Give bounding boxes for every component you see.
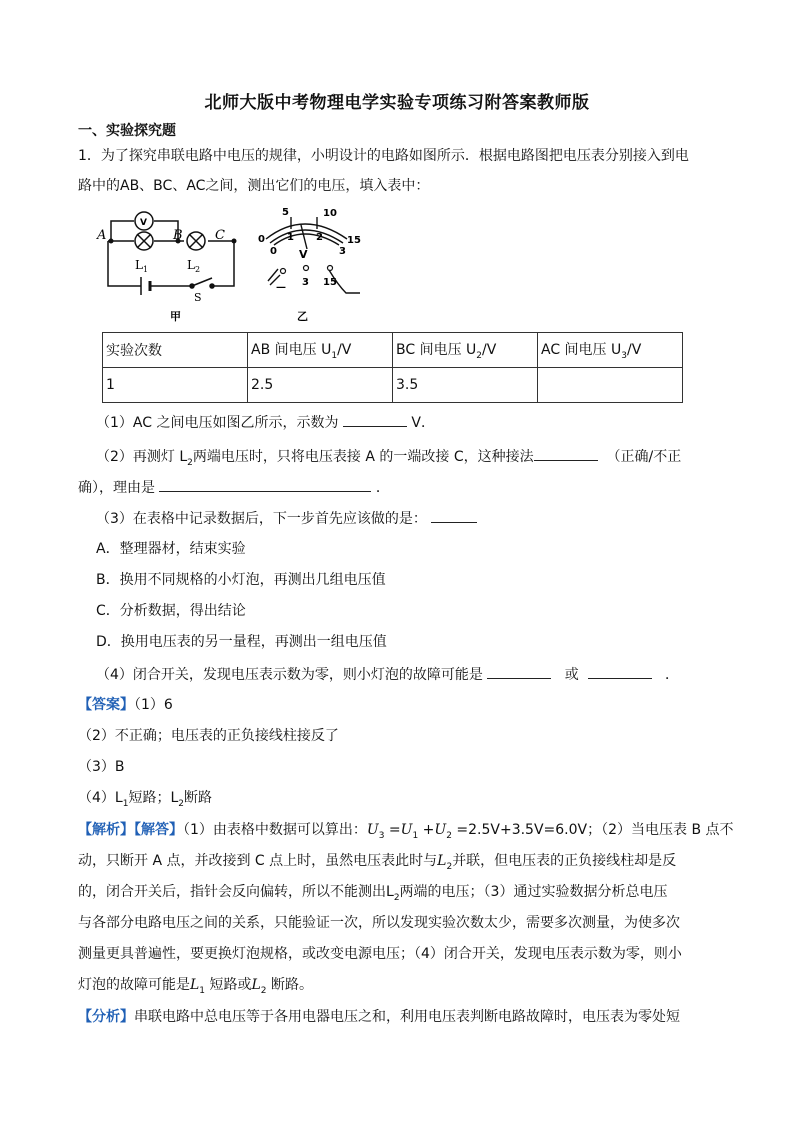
lamp-l2-label: $L_2$: [187, 258, 201, 274]
analysis-tag: 【解析】: [78, 822, 134, 838]
dial-unit-v: V: [299, 248, 308, 261]
fenxi-line: 【分析】串联电路中总电压等于各用电器电压之和，利用电压表判断电路故障时，电压表为零处短: [78, 1009, 680, 1025]
table-header-cell: BC 间电压 $U_2/V$: [393, 333, 538, 368]
analysis-line-2: 动，只断开 A 点，并改接到 C 点上时，虽然电压表此时与$L_2$并联，但电压表的正负接线柱却是反: [78, 853, 677, 872]
answer-blank: [588, 664, 652, 679]
option-a: A．整理器材，结束实验: [96, 541, 246, 557]
table-cell: 3.5: [393, 368, 538, 403]
point-c-label: C: [215, 228, 225, 243]
answer-blank: [343, 412, 407, 427]
analysis-line-3: 的，闭合开关后，指针会反向偏转，所以不能测出$L_2$两端的电压；（3）通过实验数据分析总电压: [78, 884, 668, 903]
answer-line-1: 【答案】（1）6: [78, 697, 173, 713]
option-c: C．分析数据，得出结论: [96, 603, 246, 619]
sub-question-3: （3）在表格中记录数据后，下一步首先应该做的是：: [96, 508, 477, 529]
dial-mark-10: 10: [323, 208, 337, 219]
sub-question-1: （1）AC 之间电压如图乙所示，示数为 V．: [96, 412, 435, 433]
table-header-row: [103, 333, 683, 368]
lamp-l1-label: $L_1$: [135, 258, 149, 274]
dial-mark-5: 5: [282, 207, 289, 218]
sub-question-2-cont: 确），理由是 ．: [78, 477, 390, 498]
point-a-label: A: [97, 228, 107, 243]
table-header-cell: AB 间电压 $U_1/V$: [248, 333, 393, 368]
document-title: 北师大版中考物理电学实验专项练习附答案教师版: [204, 93, 590, 113]
answer-tag: 【答案】: [78, 697, 134, 713]
answer-blank: [159, 477, 371, 492]
terminal-3: 3: [302, 277, 309, 288]
answer-line-4: $(4)L_1$短路；$L_2$断路: [78, 790, 212, 809]
table-cell: 1: [103, 368, 248, 403]
solution-tag: 【解答】: [134, 822, 183, 838]
dial-mark-3: 3: [339, 246, 346, 257]
section-heading: 一、实验探究题: [78, 123, 176, 139]
switch-label: S: [194, 291, 202, 304]
caption-yi: 乙: [297, 310, 308, 323]
table-cell: 2.5: [248, 368, 393, 403]
dial-mark-2: 2: [316, 232, 323, 243]
analysis-line-6: 灯泡的故障可能是$L_1$ 短路或$L_2$ 断路。: [78, 977, 313, 996]
table-header-cell: AC 间电压 $U_3/V$: [538, 333, 683, 368]
terminal-15: 15: [323, 277, 337, 288]
question-line-1: 1．为了探究串联电路中电压的规律，小明设计的电路如图所示．根据电路图把电压表分别接入到电: [78, 148, 689, 164]
sub-question-2: （2）再测灯 $L_2$两端电压时，只将电压表接 A 的一端改接 C，这种接法 （正确/不正: [96, 446, 681, 473]
voltmeter-label: V: [140, 218, 147, 228]
dial-mark-15: 15: [347, 235, 361, 246]
table-cell: [538, 368, 683, 403]
fenxi-tag: 【分析】: [78, 1009, 134, 1025]
option-d: D．换用电压表的另一量程，再测出一组电压值: [96, 634, 387, 650]
option-b: B．换用不同规格的小灯泡，再测出几组电压值: [96, 572, 386, 588]
table-row: [103, 368, 683, 403]
circuit-figure: [94, 203, 394, 328]
circuit-diagram-jia: [108, 212, 234, 295]
terminal-minus: —: [276, 282, 286, 293]
data-table: [102, 332, 683, 403]
analysis-line-4: 与各部分电路电压之间的关系，只能验证一次，所以发现实验次数太少，需要多次测量，为使多次: [78, 915, 680, 931]
answer-blank: [487, 664, 551, 679]
point-b-label: B: [173, 228, 183, 243]
dial-mark-0-low: 0: [270, 246, 277, 257]
answer-blank: [431, 508, 477, 523]
analysis-line-5: 测量更具普遍性，要更换灯泡规格，或改变电源电压；（4）闭合开关，发现电压表示数为零，则小: [78, 946, 682, 962]
sub-question-4: （4）闭合开关，发现电压表示数为零，则小灯泡的故障可能是 或 ．: [96, 664, 679, 685]
dial-mark-0-top: 0: [258, 234, 265, 245]
dial-mark-1: 1: [287, 232, 294, 243]
table-header-cell: 实验次数: [103, 333, 248, 368]
caption-jia: 甲: [170, 310, 181, 323]
question-line-2: 路中的AB、BC、AC之间，测出它们的电压，填入表中：: [78, 178, 430, 194]
answer-line-3: （3）B: [78, 759, 125, 775]
answer-line-2: （2）不正确；电压表的正负接线柱接反了: [78, 728, 339, 744]
analysis-line-1: 【解析】【解答】（1）由表格中数据可以算出：$U_3 =U_1 +U_2 =2.5V+3.5V=6.0V$；（2）当电压表 B 点不: [78, 822, 734, 841]
answer-blank: [534, 446, 598, 461]
